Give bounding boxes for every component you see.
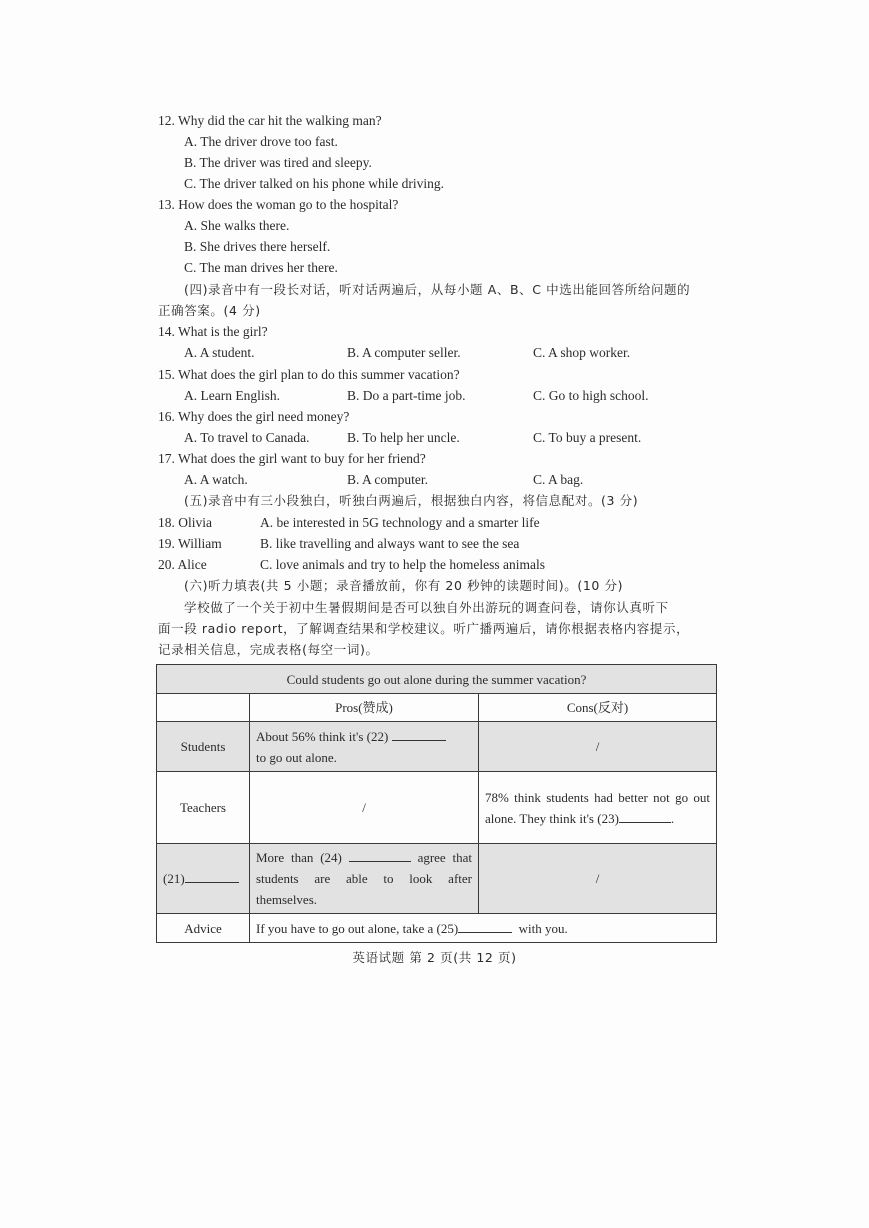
- advice-text-1: If you have to go out alone, take a (25): [256, 920, 459, 936]
- row-label-students: Students: [157, 722, 250, 772]
- option-13b: B. She drives there herself.: [184, 239, 331, 254]
- row-label-advice: Advice: [157, 914, 250, 943]
- option-17c: C. A bag.: [533, 472, 584, 487]
- students-cons: /: [479, 722, 717, 772]
- blank-21[interactable]: [185, 870, 239, 883]
- students-pros-text: About 56% think it's (22): [256, 728, 389, 744]
- teachers-pros: /: [250, 772, 479, 844]
- section-6-title: (六)听力填表(共 5 小题；录音播放前，你有 20 秒钟的读题时间)。(10 分): [184, 578, 624, 593]
- option-12b: B. The driver was tired and sleepy.: [184, 155, 372, 170]
- blank-23[interactable]: [619, 810, 671, 823]
- section-4-instruction-cont: 正确答案。(4 分): [158, 303, 261, 318]
- match-option-c: C. love animals and try to help the homeless animals: [260, 557, 545, 572]
- question-13: 13. How does the woman go to the hospital?: [158, 197, 399, 212]
- blank-24[interactable]: [349, 849, 411, 862]
- match-19-name: 19. William: [158, 536, 222, 551]
- question-14: 14. What is the girl?: [158, 324, 268, 339]
- students-pros-text-2: to go out alone.: [256, 749, 337, 765]
- options-17: [184, 471, 583, 489]
- blank-22[interactable]: [392, 728, 446, 741]
- options-14: [184, 344, 630, 362]
- question-12: 12. Why did the car hit the walking man?: [158, 113, 382, 128]
- option-15c: C. Go to high school.: [533, 388, 649, 403]
- option-14c: C. A shop worker.: [533, 345, 631, 360]
- header-empty-cell: [157, 694, 250, 722]
- option-15b: B. Do a part-time job.: [347, 388, 466, 403]
- blank-25[interactable]: [458, 920, 512, 933]
- row-21-cons: /: [479, 844, 717, 914]
- option-14a: A. A student.: [184, 345, 255, 360]
- survey-table: [156, 664, 717, 943]
- match-option-b: B. like travelling and always want to see the sea: [260, 536, 520, 551]
- row-21-pros-text-2: agree that students are able to look after themselves.: [256, 850, 473, 907]
- teachers-cons-text-2: (23): [597, 810, 619, 826]
- option-12a: A. The driver drove too fast.: [184, 134, 338, 149]
- section-4-instruction: (四)录音中有一段长对话，听对话两遍后，从每小题 A、B、C 中选出能回答所给问题的: [184, 282, 691, 297]
- header-pros: Pros(赞成): [250, 694, 479, 722]
- question-17: 17. What does the girl want to buy for her friend?: [158, 451, 426, 466]
- table-title: Could students go out alone during the summer vacation?: [157, 665, 717, 694]
- match-option-a: A. be interested in 5G technology and a smarter life: [260, 515, 540, 530]
- advice-text: [250, 914, 717, 943]
- section-6-text-3: 记录相关信息，完成表格(每空一词)。: [158, 642, 379, 657]
- option-16c: C. To buy a present.: [533, 430, 642, 445]
- row-21-pros-text: More than (24): [256, 850, 342, 865]
- section-6-text-1: 学校做了一个关于初中生暑假期间是否可以独自外出游玩的调查问卷，请你认真听下: [184, 600, 669, 615]
- match-20: [158, 556, 545, 574]
- option-17a: A. A watch.: [184, 472, 248, 487]
- students-pros: [250, 722, 479, 772]
- option-12c: C. The driver talked on his phone while driving.: [184, 176, 444, 191]
- section-6-text-2: 面一段 radio report，了解调查结果和学校建议。听广播两遍后，请你根据表格内容提示，: [158, 621, 690, 636]
- row-label-teachers: Teachers: [157, 772, 250, 844]
- match-18: [158, 514, 540, 532]
- row-21-pros: [250, 844, 479, 914]
- match-19: [158, 535, 519, 553]
- option-16b: B. To help her uncle.: [347, 430, 460, 445]
- question-15: 15. What does the girl plan to do this summer vacation?: [158, 367, 460, 382]
- header-cons: Cons(反对): [479, 694, 717, 722]
- option-15a: A. Learn English.: [184, 388, 280, 403]
- option-13a: A. She walks there.: [184, 218, 290, 233]
- advice-text-2: with you.: [518, 920, 568, 936]
- option-16a: A. To travel to Canada.: [184, 430, 310, 445]
- match-20-name: 20. Alice: [158, 557, 207, 572]
- options-16: [184, 429, 641, 447]
- section-5-instruction: (五)录音中有三小段独白，听独白两遍后，根据独白内容，将信息配对。(3 分): [184, 493, 639, 508]
- match-18-name: 18. Olivia: [158, 515, 212, 530]
- question-16: 16. Why does the girl need money?: [158, 409, 350, 424]
- teachers-cons: 78% think students had better not go out alone. They think it's (23) .: [479, 772, 717, 844]
- option-13c: C. The man drives her there.: [184, 260, 338, 275]
- page-footer: 英语试题 第 2 页(共 12 页): [352, 950, 517, 965]
- teachers-cons-text: 78% think students had better not go out alone. They think it's: [485, 789, 711, 826]
- options-15: [184, 387, 649, 405]
- option-17b: B. A computer.: [347, 472, 428, 487]
- option-14b: B. A computer seller.: [347, 345, 461, 360]
- row-label-21: [157, 844, 250, 914]
- row-21-label-text: (21): [163, 871, 185, 886]
